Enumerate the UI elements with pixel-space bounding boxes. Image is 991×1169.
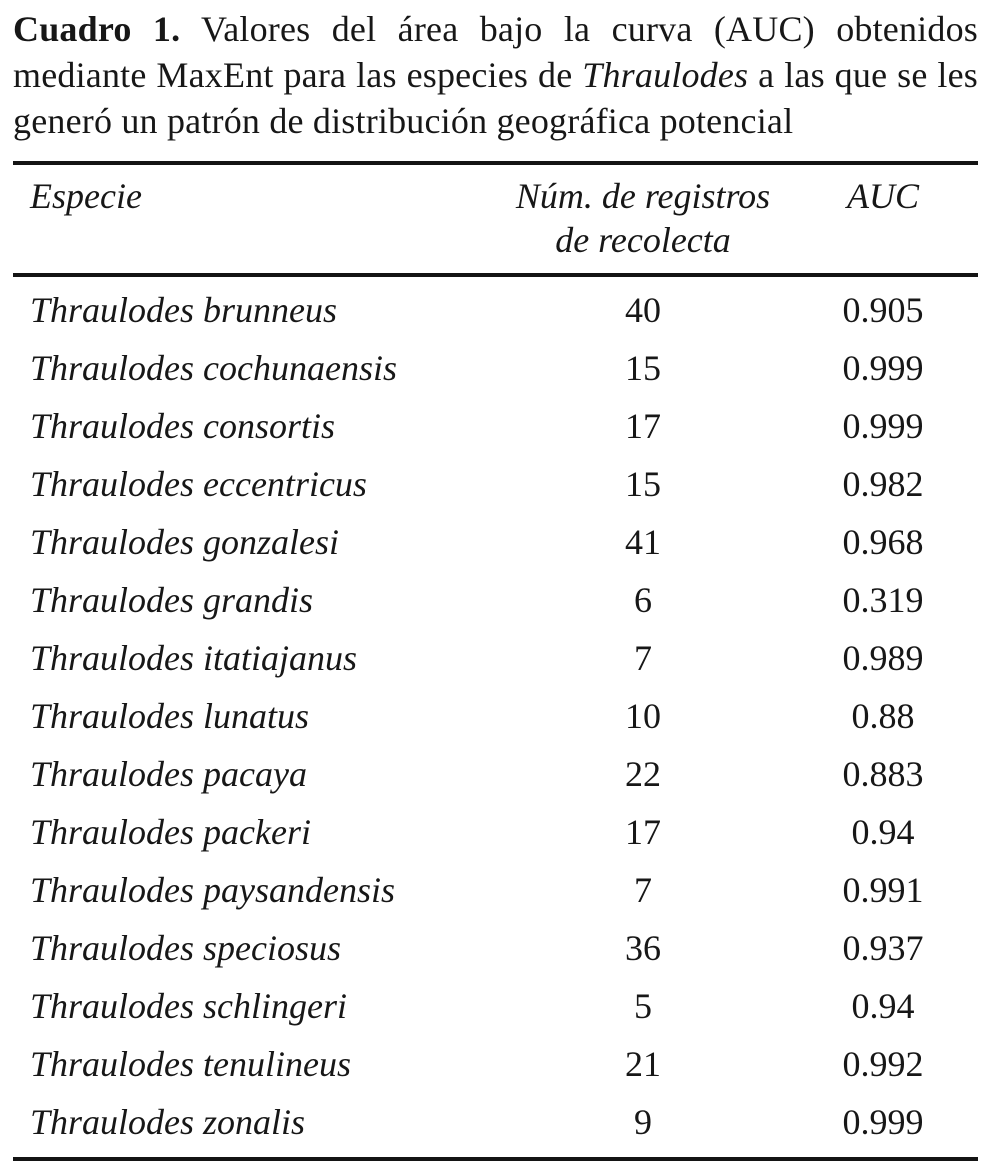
records-count-cell: 40 — [625, 290, 661, 330]
records-count-cell: 7 — [634, 638, 652, 678]
species-cell: Thraulodes zonalis — [30, 1102, 306, 1142]
auc-value-cell: 0.883 — [842, 754, 924, 794]
header-registros-line2: de recolecta — [555, 220, 731, 260]
records-count-cell: 22 — [625, 754, 661, 794]
records-count-cell: 10 — [625, 696, 661, 736]
table-header-row — [13, 165, 978, 273]
table-row — [13, 977, 978, 1035]
records-count-cell: 6 — [634, 580, 652, 620]
table-row — [13, 861, 978, 919]
species-cell: Thraulodes packeri — [30, 812, 311, 852]
table-row — [13, 629, 978, 687]
auc-value-cell: 0.905 — [842, 290, 924, 330]
table-row — [13, 687, 978, 745]
table-row — [13, 513, 978, 571]
species-cell: Thraulodes lunatus — [30, 696, 310, 736]
records-count-cell: 5 — [634, 986, 652, 1026]
auc-value-cell: 0.937 — [842, 928, 924, 968]
auc-value-cell: 0.989 — [842, 638, 924, 678]
species-cell: Thraulodes schlingeri — [30, 986, 348, 1026]
table-row — [13, 803, 978, 861]
records-count-cell: 41 — [625, 522, 661, 562]
species-cell: Thraulodes grandis — [30, 580, 314, 620]
header-especie: Especie — [30, 176, 142, 216]
caption-text-after-genus: a las que se les generó un patrón de distribución geográfica potencial — [13, 55, 979, 141]
header-auc: AUC — [847, 176, 919, 216]
species-cell: Thraulodes paysandensis — [30, 870, 396, 910]
caption-label: Cuadro 1. — [13, 9, 181, 49]
table-row — [13, 281, 978, 339]
species-cell: Thraulodes tenulineus — [30, 1044, 351, 1084]
records-count-cell: 17 — [625, 812, 661, 852]
auc-value-cell: 0.999 — [842, 1102, 924, 1142]
records-count-cell: 21 — [625, 1044, 661, 1084]
auc-value-cell: 0.982 — [842, 464, 924, 504]
caption-genus: Thraulodes — [582, 55, 749, 95]
table-row — [13, 455, 978, 513]
records-count-cell: 7 — [634, 870, 652, 910]
table-body — [13, 277, 978, 1157]
table-row — [13, 571, 978, 629]
auc-value-cell: 0.968 — [842, 522, 924, 562]
species-cell: Thraulodes speciosus — [30, 928, 342, 968]
table-row — [13, 919, 978, 977]
table-row — [13, 397, 978, 455]
auc-value-cell: 0.319 — [842, 580, 924, 620]
auc-value-cell: 0.999 — [842, 348, 924, 388]
table-row — [13, 745, 978, 803]
records-count-cell: 36 — [625, 928, 661, 968]
species-cell: Thraulodes itatiajanus — [30, 638, 358, 678]
header-registros-line1: Núm. de registros — [515, 176, 771, 216]
table-row — [13, 1035, 978, 1093]
species-cell: Thraulodes consortis — [30, 406, 336, 446]
header-registros — [498, 174, 788, 262]
auc-value-cell: 0.94 — [851, 812, 915, 852]
records-count-cell: 15 — [625, 464, 661, 504]
records-count-cell: 17 — [625, 406, 661, 446]
species-cell: Thraulodes brunneus — [30, 290, 338, 330]
table-caption — [13, 6, 978, 144]
species-cell: Thraulodes gonzalesi — [30, 522, 340, 562]
auc-value-cell: 0.94 — [851, 986, 915, 1026]
auc-value-cell: 0.999 — [842, 406, 924, 446]
caption-text-before-genus: Valores del área bajo la curva (AUC) obtenidos mediante MaxEnt para las especies de — [13, 9, 978, 95]
table-row — [13, 1093, 978, 1151]
auc-value-cell: 0.88 — [851, 696, 915, 736]
species-cell: Thraulodes pacaya — [30, 754, 307, 794]
species-cell: Thraulodes eccentricus — [30, 464, 367, 504]
table-row — [13, 339, 978, 397]
auc-value-cell: 0.992 — [842, 1044, 924, 1084]
species-cell: Thraulodes cochunaensis — [30, 348, 397, 388]
table-bottom-rule — [13, 1157, 978, 1161]
records-count-cell: 15 — [625, 348, 661, 388]
auc-value-cell: 0.991 — [842, 870, 924, 910]
records-count-cell: 9 — [634, 1102, 652, 1142]
